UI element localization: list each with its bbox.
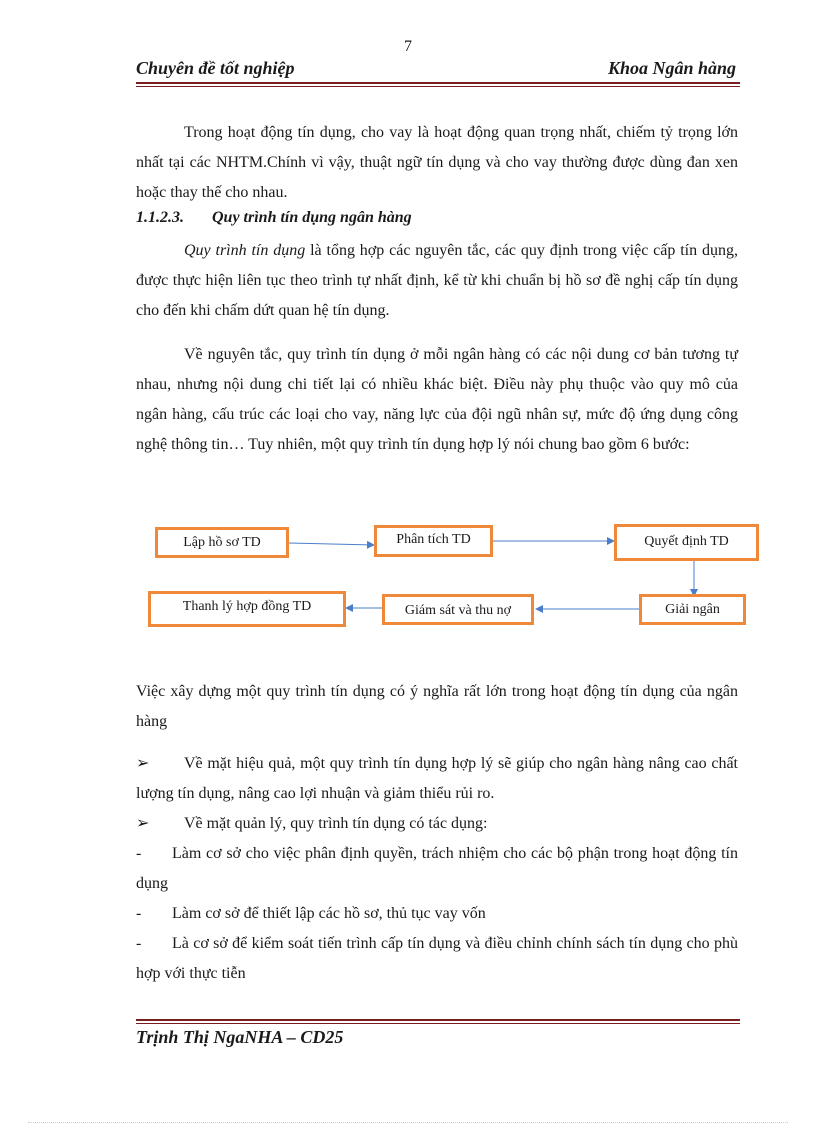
flow-step-6: Thanh lý hợp đồng TD <box>148 591 346 627</box>
dash-item-3-text: Là cơ sở để kiểm soát tiến trình cấp tín dụng và điều chỉnh chính sách tín dụng cho phù hợp với thực tiễn <box>136 935 738 982</box>
paragraph-significance: Việc xây dựng một quy trình tín dụng có ý nghĩa rất lớn trong hoạt động tín dụng của ngân hàng <box>136 683 738 730</box>
flow-step-2: Phân tích TD <box>374 525 493 557</box>
dash-item-2 <box>136 899 738 929</box>
bullet-management <box>136 809 738 839</box>
page-number: 7 <box>404 38 412 55</box>
paragraph-intro: Trong hoạt động tín dụng, cho vay là hoạt động quan trọng nhất, chiếm tỷ trọng lớn nhất tại các NHTM.Chính vì vậy, thuật ngữ tín dụng và cho vay thường được dùng đan xen hoặc thay thế cho nhau. <box>136 124 738 201</box>
dash-item-3 <box>136 929 738 989</box>
section-title: Quy trình tín dụng ngân hàng <box>212 209 412 226</box>
defined-term: Quy trình tín dụng <box>184 242 306 259</box>
section-number: 1.1.2.3. <box>136 209 184 226</box>
dash-marker: - <box>136 905 142 922</box>
dash-item-2-text: Làm cơ sở để thiết lập các hồ sơ, thủ tục vay vốn <box>172 905 486 922</box>
flow-step-5: Giám sát và thu nợ <box>382 594 534 625</box>
header-right: Khoa Ngân hàng <box>607 58 736 78</box>
dash-item-1 <box>136 839 738 899</box>
bullet-arrow-icon: ➢ <box>136 755 150 772</box>
bullet-arrow-icon: ➢ <box>136 815 150 832</box>
flow-step-1: Lập hồ sơ TD <box>155 527 289 558</box>
page-footer: Trịnh Thị NgaNHA – CD25 <box>136 1027 344 1047</box>
bullet-efficiency <box>136 749 738 809</box>
flow-step-4: Giải ngân <box>639 594 746 625</box>
dash-marker: - <box>136 935 142 952</box>
definition-text: là tổng hợp các nguyên tắc, các quy định trong việc cấp tín dụng, được thực hiện liên tục theo trình tự nhất định, kể từ khi chuẩn bị hồ sơ đề nghị cấp tín dụng cho đến khi chấm dứt quan hệ tín dụng. <box>136 242 738 319</box>
arrow-1-2 <box>289 543 374 545</box>
dash-item-1-text: Làm cơ sở cho việc phân định quyền, trách nhiệm cho các bộ phận trong hoạt động tín dụng <box>136 845 738 892</box>
flow-step-3: Quyết định TD <box>614 524 759 561</box>
bullet-efficiency-text: Về mặt hiệu quả, một quy trình tín dụng hợp lý sẽ giúp cho ngân hàng nâng cao chất lượng tín dụng, nâng cao lợi nhuận và giảm thiểu rủi ro. <box>136 755 738 802</box>
footer-rule <box>136 1019 740 1021</box>
header-left: Chuyên đề tốt nghiệp <box>136 58 295 78</box>
dash-marker: - <box>136 845 142 862</box>
footer-rule-thin <box>136 1023 740 1024</box>
paragraph-principles: Về nguyên tắc, quy trình tín dụng ở mỗi ngân hàng có các nội dung cơ bản tương tự nhau, nhưng nội dung chi tiết lại có nhiều khác biệt. Điều này phụ thuộc vào quy mô của ngân hàng, cấu trúc các loại cho vay, năng lực của đội ngũ nhân sự, mức độ ứng dụng công nghệ thông tin… Tuy nhiên, một quy trình tín dụng hợp lý nói chung bao gồm 6 bước: <box>136 346 738 453</box>
bullet-management-text: Về mặt quản lý, quy trình tín dụng có tác dụng: <box>184 815 488 832</box>
